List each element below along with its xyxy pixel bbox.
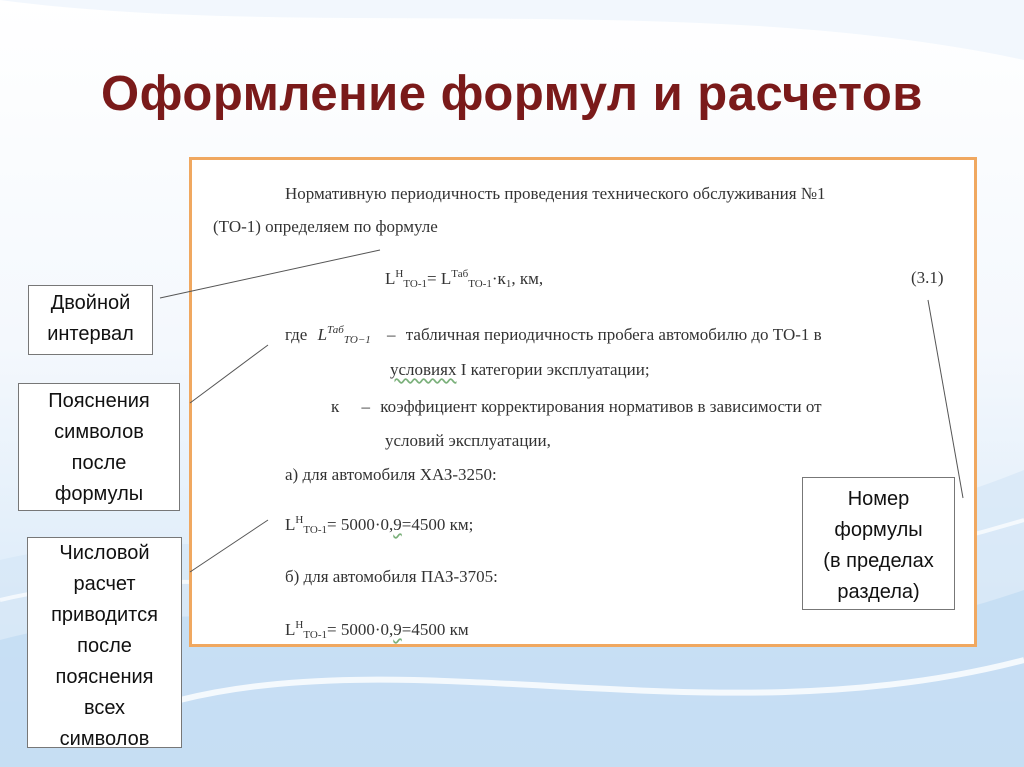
label-symbol-explanations: [18, 383, 180, 511]
k-line: [331, 397, 822, 417]
explanation-2a: коэффициент корректирования нормативов в зависимости от: [380, 397, 822, 416]
label-numeric-calc: [27, 537, 182, 748]
label-calc-line-3: приводится: [51, 604, 158, 626]
label-number-line-4: раздела): [837, 581, 920, 603]
formula-sub-to1-b: ТО-1: [468, 278, 492, 290]
label-number-line-1: Номер: [847, 488, 910, 510]
formula-main: [385, 268, 543, 290]
calc-b-pre: = 5000·0,: [327, 620, 394, 639]
where-l: L: [317, 325, 328, 344]
calc-b-sub: ТО-1: [303, 629, 328, 641]
calc-a-underlined: 9: [393, 515, 402, 534]
doc-line-1: Нормативную периодичность проведения технического обслуживания №1: [285, 184, 826, 203]
formula-l: L: [385, 269, 396, 288]
label-formula-number: [802, 477, 955, 610]
label-calc-line-2: расчет: [73, 573, 136, 595]
doc-line-2: (ТО-1) определяем по формуле: [213, 217, 438, 236]
label-calc-line-7: символов: [59, 728, 150, 750]
formula-tail: , км,: [511, 269, 544, 288]
explanation-1b-rest: I категории эксплуатации;: [456, 360, 650, 379]
case-b: б) для автомобиля ПАЗ-3705:: [285, 567, 498, 586]
where-word: где: [285, 325, 308, 344]
explanation-1b: [390, 360, 650, 380]
label-number-line-2: формулы: [834, 519, 923, 541]
calc-a-pre: = 5000·0,: [327, 515, 394, 534]
label-double-interval: [28, 285, 153, 355]
calc-a-l: L: [285, 515, 296, 534]
case-a: а) для автомобиля ХАЗ-3250:: [285, 465, 497, 484]
page-title: Оформление формул и расчетов: [101, 67, 923, 121]
calc-a-post: =4500 км;: [401, 515, 474, 534]
calc-a-sup: H: [295, 514, 304, 526]
calc-a-sub: ТО-1: [303, 524, 328, 536]
calc-b: [285, 619, 469, 641]
calc-b-post: =4500 км: [401, 620, 469, 639]
formula-number: (3.1): [911, 268, 944, 287]
k-symbol: к: [331, 397, 340, 416]
dash-2: –: [361, 397, 371, 416]
label-calc-line-5: пояснения: [55, 666, 154, 688]
where-sub: ТО−1: [343, 334, 371, 346]
label-calc-line-6: всех: [83, 697, 126, 719]
formula-sup-tab: Таб: [451, 268, 469, 280]
label-symbols-line-4: формулы: [54, 483, 144, 505]
calc-b-underlined: 9: [393, 620, 402, 639]
where-sup: Таб: [327, 324, 344, 336]
label-calc-line-1: Числовой: [59, 542, 150, 564]
label-double-interval-line-2: интервал: [47, 323, 134, 345]
formula-sup-h: H: [395, 268, 404, 280]
explanation-1a: табличная периодичность пробега автомобилю до ТО-1 в: [405, 325, 822, 344]
label-double-interval-line-1: Двойной: [50, 292, 131, 314]
formula-sub-1: 1: [505, 278, 512, 290]
label-symbols-line-2: символов: [54, 421, 144, 443]
calc-b-l: L: [285, 620, 296, 639]
label-symbols-line-3: после: [71, 452, 127, 474]
label-calc-line-4: после: [77, 635, 132, 657]
explanation-2b: условий эксплуатации,: [385, 431, 551, 450]
calc-b-sup: H: [295, 619, 304, 631]
formula-sub-to1: ТО-1: [403, 278, 428, 290]
label-number-line-3: (в пределах: [823, 550, 934, 572]
calc-a: [285, 514, 473, 536]
formula-k: ·к: [491, 269, 506, 288]
formula-eq-l: = L: [427, 269, 452, 288]
label-symbols-line-1: Пояснения: [48, 390, 150, 412]
where-line: [285, 324, 822, 346]
dash-1: –: [387, 325, 396, 344]
explanation-1b-underlined: условиях: [390, 360, 457, 379]
